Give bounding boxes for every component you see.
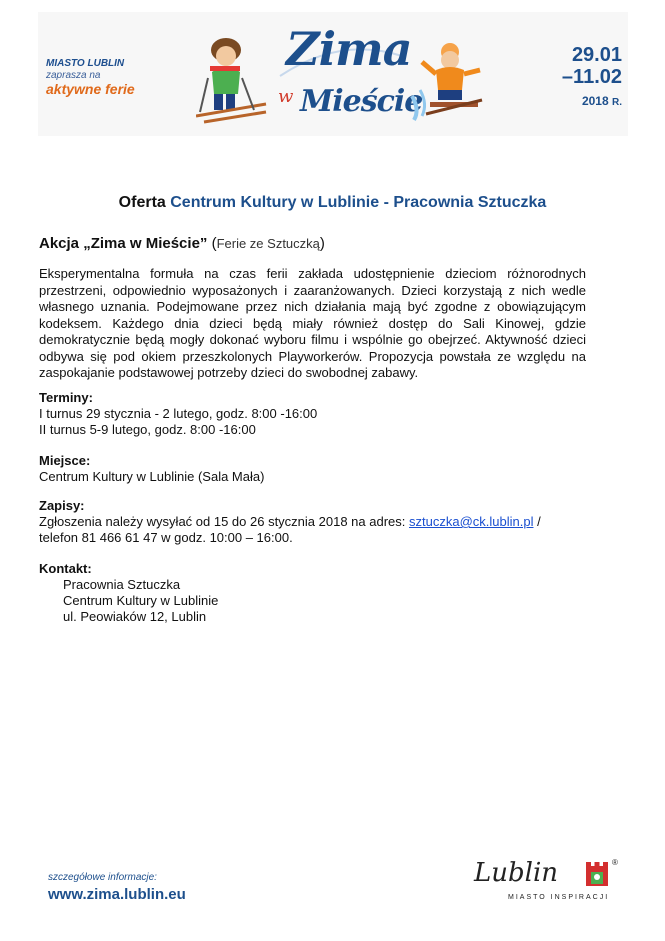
paren-close: ) (319, 235, 325, 252)
brand-invite: zaprasza na (46, 69, 101, 81)
contact-section (39, 561, 589, 625)
brand-active: aktywne ferie (46, 81, 135, 97)
term-item: I turnus 29 stycznia - 2 lutego, godz. 8:00 -16:00 (39, 406, 318, 421)
contact-line: Centrum Kultury w Lublinie (63, 593, 219, 608)
logo-zima-text: Zima (286, 22, 412, 76)
lublin-logo-tagline: MIASTO INSPIRACJI (508, 894, 610, 901)
page-title (0, 194, 665, 212)
place-value: Centrum Kultury w Lublinie (Sala Mała) (39, 469, 265, 484)
contact-label: Kontakt: (39, 561, 92, 576)
lublin-logo (474, 858, 624, 908)
event-dates (536, 44, 622, 108)
place-section (39, 453, 589, 485)
year-suffix: R. (612, 97, 622, 108)
footer-url-link[interactable]: www.zima.lublin.eu (48, 886, 186, 903)
action-subtitle: Ferie ze Sztuczką (216, 236, 320, 251)
lublin-crest-icon (584, 862, 610, 893)
signup-separator: / (533, 514, 541, 529)
signup-label: Zapisy: (39, 498, 85, 513)
title-prefix: Oferta (118, 194, 166, 211)
date-start: 29.01 (571, 44, 622, 66)
contact-line: ul. Peowiaków 12, Lublin (63, 609, 207, 624)
event-year (536, 94, 622, 108)
signup-line (39, 514, 589, 530)
signup-text: Zgłoszenia należy wysyłać od 15 do 26 stycznia 2018 na adres: (39, 514, 409, 529)
action-heading (39, 235, 325, 252)
year-value: 2018 (581, 94, 609, 108)
signup-section (39, 498, 589, 546)
footer-info (48, 872, 186, 903)
paren-open: ( (211, 235, 217, 252)
terms-label: Terminy: (39, 390, 93, 405)
term-item: II turnus 5-9 lutego, godz. 8:00 -16:00 (39, 422, 256, 437)
footer-info-label: szczegółowe informacje: (48, 872, 157, 883)
signup-email-link[interactable]: sztuczka@ck.lublin.pl (409, 514, 534, 529)
intro-paragraph: Eksperymentalna formuła na czas ferii zakłada udostępnienie dzieciom różnorodnych przestrzeni, odpowiednio wyposażonych i zaaranżowanych. Dzieci korzystają z nich wedle własnego uznania. Podejmowane przez nich działania mają być zgodne z obowiązującym kodeksem. Każdego dnia dzieci będą miały również dostęp do Sali Kinowej, gdzie demokratycznie będą mogły dokonać wyboru filmu i wspólnie go obejrzeć. Aktywność dzieci odbywa się pod okiem przeszkolonych Playworkerów. Propozycja powstała ze względu na zaspokajanie podstawowej potrzeby dzieci do swobodnej zabawy. (39, 266, 586, 380)
place-label: Miejsce: (39, 453, 91, 468)
terms-section (39, 390, 589, 438)
skier-illustration-icon (196, 32, 270, 129)
lublin-logo-word: Lublin (474, 858, 559, 888)
date-end: –11.02 (561, 66, 622, 88)
brand-block (46, 58, 135, 97)
logo-miescie-text: Mieście (300, 84, 423, 119)
registered-mark: ® (612, 858, 618, 867)
title-main: Centrum Kultury w Lublinie - Pracownia Sztuczka (170, 194, 547, 211)
action-title: Akcja „Zima w Mieście” (39, 235, 208, 252)
logo-w-text: w (278, 86, 294, 107)
sledding-child-illustration-icon (410, 40, 494, 129)
signup-phone: telefon 81 466 61 47 w godz. 10:00 – 16:00. (39, 530, 293, 545)
contact-line: Pracownia Sztuczka (63, 577, 181, 592)
brand-city: MIASTO LUBLIN (46, 58, 125, 69)
